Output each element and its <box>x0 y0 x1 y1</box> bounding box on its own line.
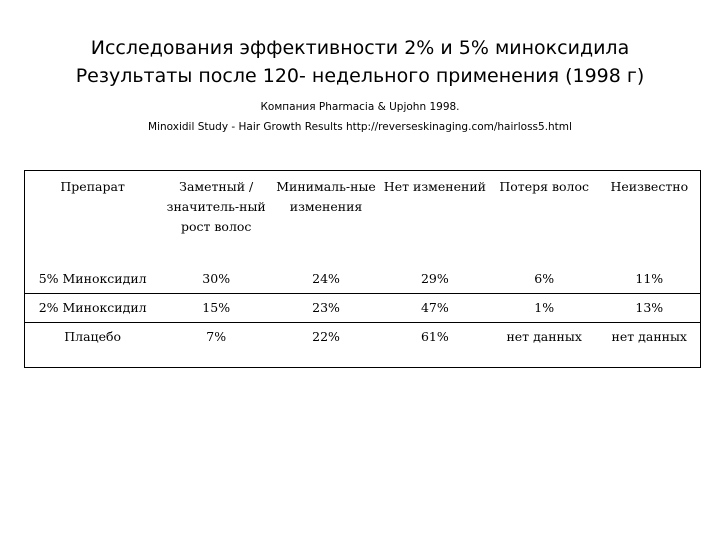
table-cell: 30% <box>160 269 272 294</box>
header-cell-no-changes: Нет изменений <box>380 171 490 270</box>
table-cell: 22% <box>272 323 380 368</box>
table-cell: 24% <box>272 269 380 294</box>
table-cell: 13% <box>599 294 701 323</box>
table-row <box>25 269 701 294</box>
header-cell-noticeable-growth: Заметный / значитель-ный рост волос <box>160 171 272 270</box>
table-header-row <box>25 171 701 270</box>
table-cell: 15% <box>160 294 272 323</box>
table-cell: 11% <box>599 269 701 294</box>
table-cell: нет данных <box>490 323 599 368</box>
source-line-1: Компания Pharmacia & Upjohn 1998. <box>260 101 460 113</box>
header-cell-minimal-changes: Минималь-ные изменения <box>272 171 380 270</box>
table-cell: 6% <box>490 269 599 294</box>
row-drug-cell: 2% Миноксидил <box>25 294 161 323</box>
row-drug-cell: Плацебо <box>25 323 161 368</box>
slide-title-line-2: Результаты после 120- недельного применения (1998 г) <box>75 65 645 87</box>
header-cell-hair-loss: Потеря волос <box>490 171 599 270</box>
source-line-2: Minoxidil Study - Hair Growth Results http://reverseskinaging.com/hairloss5.html <box>148 121 572 133</box>
table-cell: 1% <box>490 294 599 323</box>
table-cell: 7% <box>160 323 272 368</box>
table-row <box>25 294 701 323</box>
table-row <box>25 323 701 368</box>
results-table <box>24 170 701 368</box>
header-cell-unknown: Неизвестно <box>599 171 701 270</box>
table-cell: нет данных <box>599 323 701 368</box>
table-cell: 47% <box>380 294 490 323</box>
table-cell: 23% <box>272 294 380 323</box>
table-cell: 29% <box>380 269 490 294</box>
table-cell: 61% <box>380 323 490 368</box>
header-cell-drug: Препарат <box>25 171 161 270</box>
row-drug-cell: 5% Миноксидил <box>25 269 161 294</box>
slide-title-line-1: Исследования эффективности 2% и 5% миноксидила <box>90 37 630 59</box>
